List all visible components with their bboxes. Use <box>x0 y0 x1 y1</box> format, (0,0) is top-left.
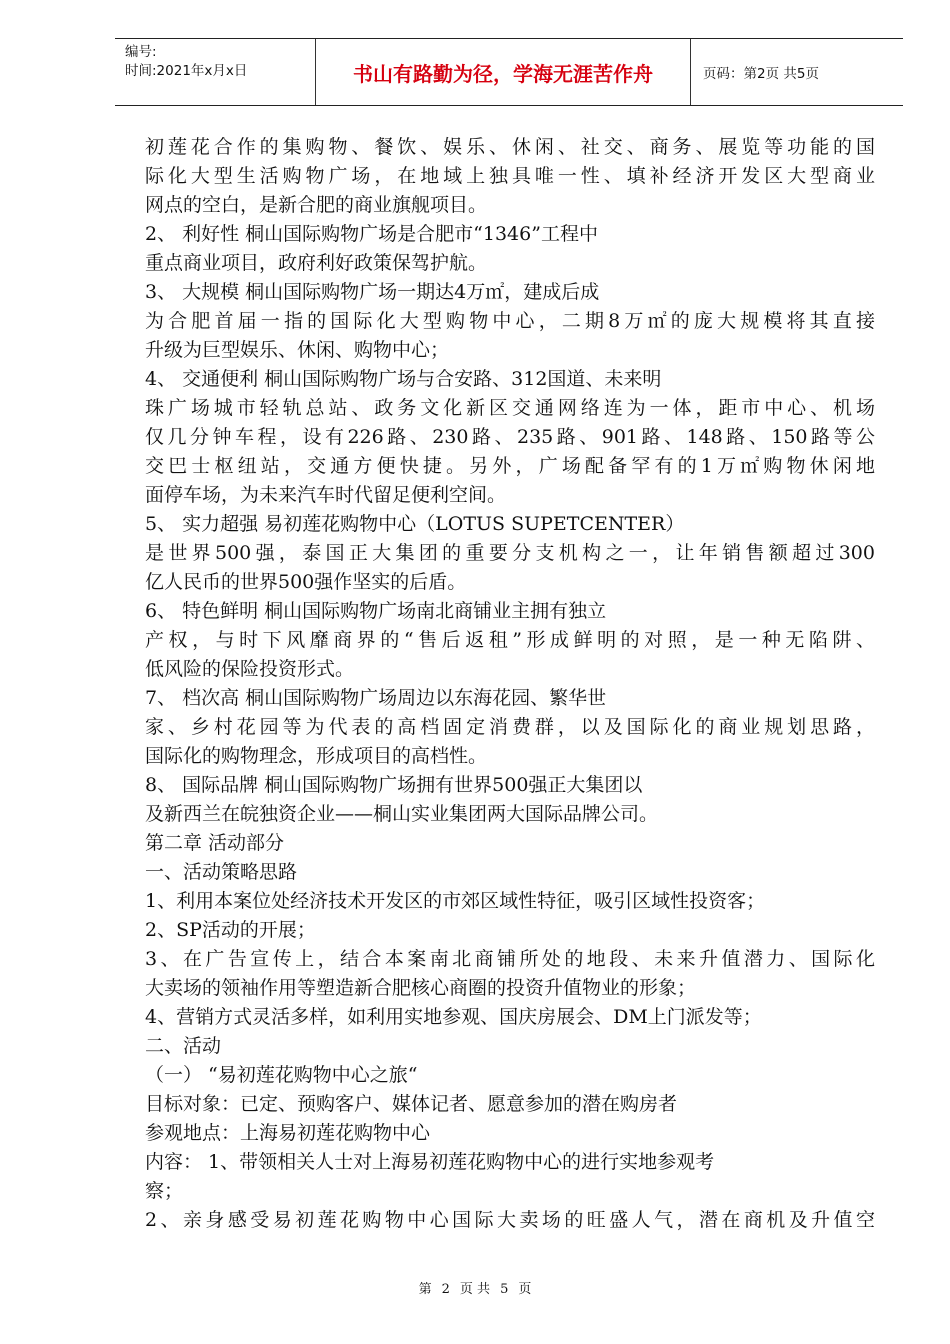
body-line: 内容： 1、带领相关人士对上海易初莲花购物中心的进行实地参观考 <box>145 1151 715 1173</box>
header-meta <box>115 39 316 105</box>
body-line: 初莲花合作的集购物、餐饮、娱乐、休闲、社交、商务、展览等功能的国 <box>145 136 875 158</box>
subsection-heading: 二、活动 <box>145 1035 222 1057</box>
body-line: 4、 交通便利 桐山国际购物广场与合安路、312国道、未来明 <box>145 368 662 390</box>
body-line: 升级为巨型娱乐、休闲、购物中心； <box>145 339 450 361</box>
body-line: 珠广场城市轻轨总站、政务文化新区交通网络连为一体，距市中心、机场 <box>145 397 875 419</box>
header-motto: 书山有路勤为径，学海无涯苦作舟 <box>316 39 691 105</box>
section-heading: 第二章 活动部分 <box>145 832 285 854</box>
body-line: 是世界500强，泰国正大集团的重要分支机构之一，让年销售额超过300 <box>145 542 875 564</box>
body-line: 3、在广告宣传上，结合本案南北商铺所处的地段、未来升值潜力、国际化 <box>145 948 875 970</box>
body-line: 目标对象：已定、预购客户、媒体记者、愿意参加的潜在购房者 <box>145 1093 678 1115</box>
body-line: 仅几分钟车程，设有226路、230路、235路、901路、148路、150路等公 <box>145 426 875 448</box>
document-body <box>145 133 875 1235</box>
body-line: 2、 利好性 桐山国际购物广场是合肥市“1346”工程中 <box>145 223 598 245</box>
body-line: 2、SP活动的开展； <box>145 919 316 941</box>
body-line: 为合肥首届一指的国际化大型购物中心，二期8万㎡的庞大规模将其直接 <box>145 310 875 332</box>
subsection-heading: 一、活动策略思路 <box>145 861 298 883</box>
body-line: 际化大型生活购物广场，在地域上独具唯一性、填补经济开发区大型商业 <box>145 165 875 187</box>
footer-prefix: 第 <box>418 1282 432 1297</box>
body-line: 参观地点：上海易初莲花购物中心 <box>145 1122 431 1144</box>
body-line: 7、 档次高 桐山国际购物广场周边以东海花园、繁华世 <box>145 687 607 709</box>
body-line: 重点商业项目，政府利好政策保驾护航。 <box>145 252 488 274</box>
footer-total-pages: 5 <box>500 1282 509 1297</box>
body-line: 3、 大规模 桐山国际购物广场一期达4万㎡，建成后成 <box>145 281 600 303</box>
body-line: 产权，与时下风靡商界的“售后返租”形成鲜明的对照，是一种无陷阱、 <box>145 629 875 651</box>
body-line: 5、 实力超强 易初莲花购物中心（LOTUS SUPETCENTER） <box>145 513 685 535</box>
page-header <box>115 38 903 106</box>
footer-mid: 页 共 <box>459 1282 491 1297</box>
body-line: 6、 特色鲜明 桐山国际购物广场南北商铺业主拥有独立 <box>145 600 607 622</box>
body-line: 2、亲身感受易初莲花购物中心国际大卖场的旺盛人气，潜在商机及升值空 <box>145 1209 875 1231</box>
body-line: 面停车场，为未来汽车时代留足便利空间。 <box>145 484 507 506</box>
body-line: 1、利用本案位处经济技术开发区的市郊区域性特征，吸引区域性投资客； <box>145 890 766 912</box>
body-line: 亿人民币的世界500强作坚实的后盾。 <box>145 571 467 593</box>
activity-title: （一） “易初莲花购物中心之旅“ <box>145 1064 418 1086</box>
body-line: 4、营销方式灵活多样，如利用实地参观、国庆房展会、DM上门派发等； <box>145 1006 762 1028</box>
body-line: 网点的空白，是新合肥的商业旗舰项目。 <box>145 194 488 216</box>
body-line: 交巴士枢纽站，交通方便快捷。另外，广场配备罕有的1万㎡购物休闲地 <box>145 455 875 477</box>
header-page-info: 页码：第2页 共5页 <box>703 66 819 82</box>
body-line: 低风险的保险投资形式。 <box>145 658 355 680</box>
body-line: 国际化的购物理念，形成项目的高档性。 <box>145 745 488 767</box>
footer-page-number: 2 <box>441 1282 450 1297</box>
body-line: 8、 国际品牌 桐山国际购物广场拥有世界500强正大集团以 <box>145 774 643 796</box>
page-footer <box>0 1278 950 1297</box>
footer-suffix: 页 <box>518 1282 532 1297</box>
body-line: 家、乡村花园等为代表的高档固定消费群，以及国际化的商业规划思路， <box>145 716 875 738</box>
body-line: 大卖场的领袖作用等塑造新合肥核心商圈的投资升值物业的形象； <box>145 977 697 999</box>
body-line: 察； <box>145 1180 184 1202</box>
body-line: 及新西兰在皖独资企业——桐山实业集团两大国际品牌公司。 <box>145 803 659 825</box>
header-time-label: 时间:2021年x月x日 <box>125 63 248 79</box>
header-number-label: 编号: <box>125 44 157 60</box>
